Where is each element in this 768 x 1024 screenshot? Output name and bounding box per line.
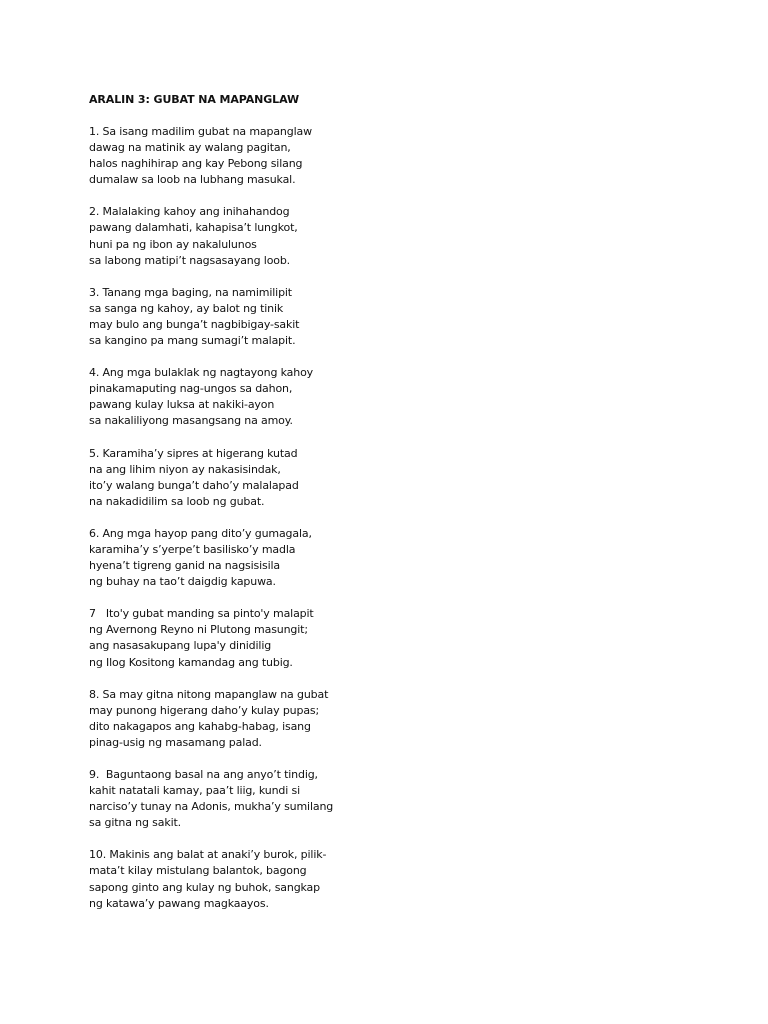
stanza-line: pawang kulay luksa at nakiki-ayon bbox=[89, 398, 275, 412]
stanza-line: pawang dalamhati, kahapisa’t lungkot, bbox=[89, 221, 298, 235]
stanza-line: sa labong matipi’t nagsasayang loob. bbox=[89, 253, 291, 267]
stanza-2 bbox=[89, 204, 509, 268]
stanza-line: pinakamaputing nag-ungos sa dahon, bbox=[89, 382, 293, 396]
stanza-line: mata’t kilay mistulang balantok, bagong bbox=[89, 864, 307, 878]
stanza-line: ng Ilog Kositong kamandag ang tubig. bbox=[89, 655, 293, 669]
stanza-6 bbox=[89, 526, 509, 590]
stanza-line: sa gitna ng sakit. bbox=[89, 816, 181, 830]
stanza-line: 6. Ang mga hayop pang dito’y gumagala, bbox=[89, 526, 312, 540]
stanza-line: ng buhay na tao’t daigdig kapuwa. bbox=[89, 575, 276, 589]
stanza-3 bbox=[89, 285, 509, 349]
page-title: ARALIN 3: GUBAT NA MAPANGLAW bbox=[89, 93, 300, 106]
stanza-line: na ang lihim niyon ay nakasisindak, bbox=[89, 462, 281, 476]
stanza-9 bbox=[89, 767, 509, 831]
stanza-line: dito nakagapos ang kahabg-habag, isang bbox=[89, 719, 311, 733]
stanza-line: halos naghihirap ang kay Pebong silang bbox=[89, 157, 303, 171]
stanza-1 bbox=[89, 124, 509, 188]
stanza-line: na nakadidilim sa loob ng gubat. bbox=[89, 494, 265, 508]
stanza-5 bbox=[89, 446, 509, 510]
stanza-10 bbox=[89, 847, 509, 911]
document-page bbox=[89, 92, 509, 928]
stanza-line: huni pa ng ibon ay nakalulunos bbox=[89, 237, 257, 251]
stanza-line: ng katawa’y pawang magkaayos. bbox=[89, 896, 269, 910]
stanza-line: karamiha’y s’yerpe’t basilisko’y madla bbox=[89, 542, 296, 556]
stanza-line: dumalaw sa loob na lubhang masukal. bbox=[89, 173, 296, 187]
stanza-line: ito’y walang bunga’t daho’y malalapad bbox=[89, 478, 299, 492]
stanza-7 bbox=[89, 606, 509, 670]
stanza-line: narciso’y tunay na Adonis, mukha’y sumilang bbox=[89, 800, 334, 814]
stanza-line: dawag na matinik ay walang pagitan, bbox=[89, 141, 291, 155]
stanza-line: 8. Sa may gitna nitong mapanglaw na gubat bbox=[89, 687, 329, 701]
stanza-line: ang nasasakupang lupa'y dinidilig bbox=[89, 639, 272, 653]
stanza-4 bbox=[89, 365, 509, 429]
stanza-line: sapong ginto ang kulay ng buhok, sangkap bbox=[89, 880, 320, 894]
stanza-line: 1. Sa isang madilim gubat na mapanglaw bbox=[89, 125, 312, 138]
stanza-line: 7 Ito'y gubat manding sa pinto'y malapit bbox=[89, 607, 314, 621]
stanza-8 bbox=[89, 687, 509, 751]
stanza-line: 4. Ang mga bulaklak ng nagtayong kahoy bbox=[89, 366, 314, 380]
stanza-line: may bulo ang bunga’t nagbibigay-sakit bbox=[89, 317, 300, 331]
stanza-line: hyena’t tigreng ganid na nagsisisila bbox=[89, 559, 281, 573]
stanza-line: sa sanga ng kahoy, ay balot ng tinik bbox=[89, 301, 284, 315]
stanza-line: 9. Baguntaong basal na ang anyo’t tindig, bbox=[89, 768, 318, 781]
stanza-line: sa nakaliliyong masangsang na amoy. bbox=[89, 414, 293, 428]
stanza-line: 5. Karamiha’y sipres at higerang kutad bbox=[89, 446, 298, 460]
stanza-line: 10. Makinis ang balat at anaki’y burok, pilik- bbox=[89, 848, 327, 862]
stanza-line: sa kangino pa mang sumagi’t malapit. bbox=[89, 334, 296, 348]
stanza-line: ng Avernong Reyno ni Plutong masungit; bbox=[89, 623, 308, 637]
stanza-line: pinag-usig ng masamang palad. bbox=[89, 735, 262, 749]
stanza-line: kahit natatali kamay, paa’t liig, kundi si bbox=[89, 784, 300, 798]
stanza-line: 3. Tanang mga baging, na namimilipit bbox=[89, 285, 292, 299]
stanza-line: 2. Malalaking kahoy ang inihahandog bbox=[89, 205, 290, 219]
stanza-line: may punong higerang daho’y kulay pupas; bbox=[89, 703, 320, 717]
